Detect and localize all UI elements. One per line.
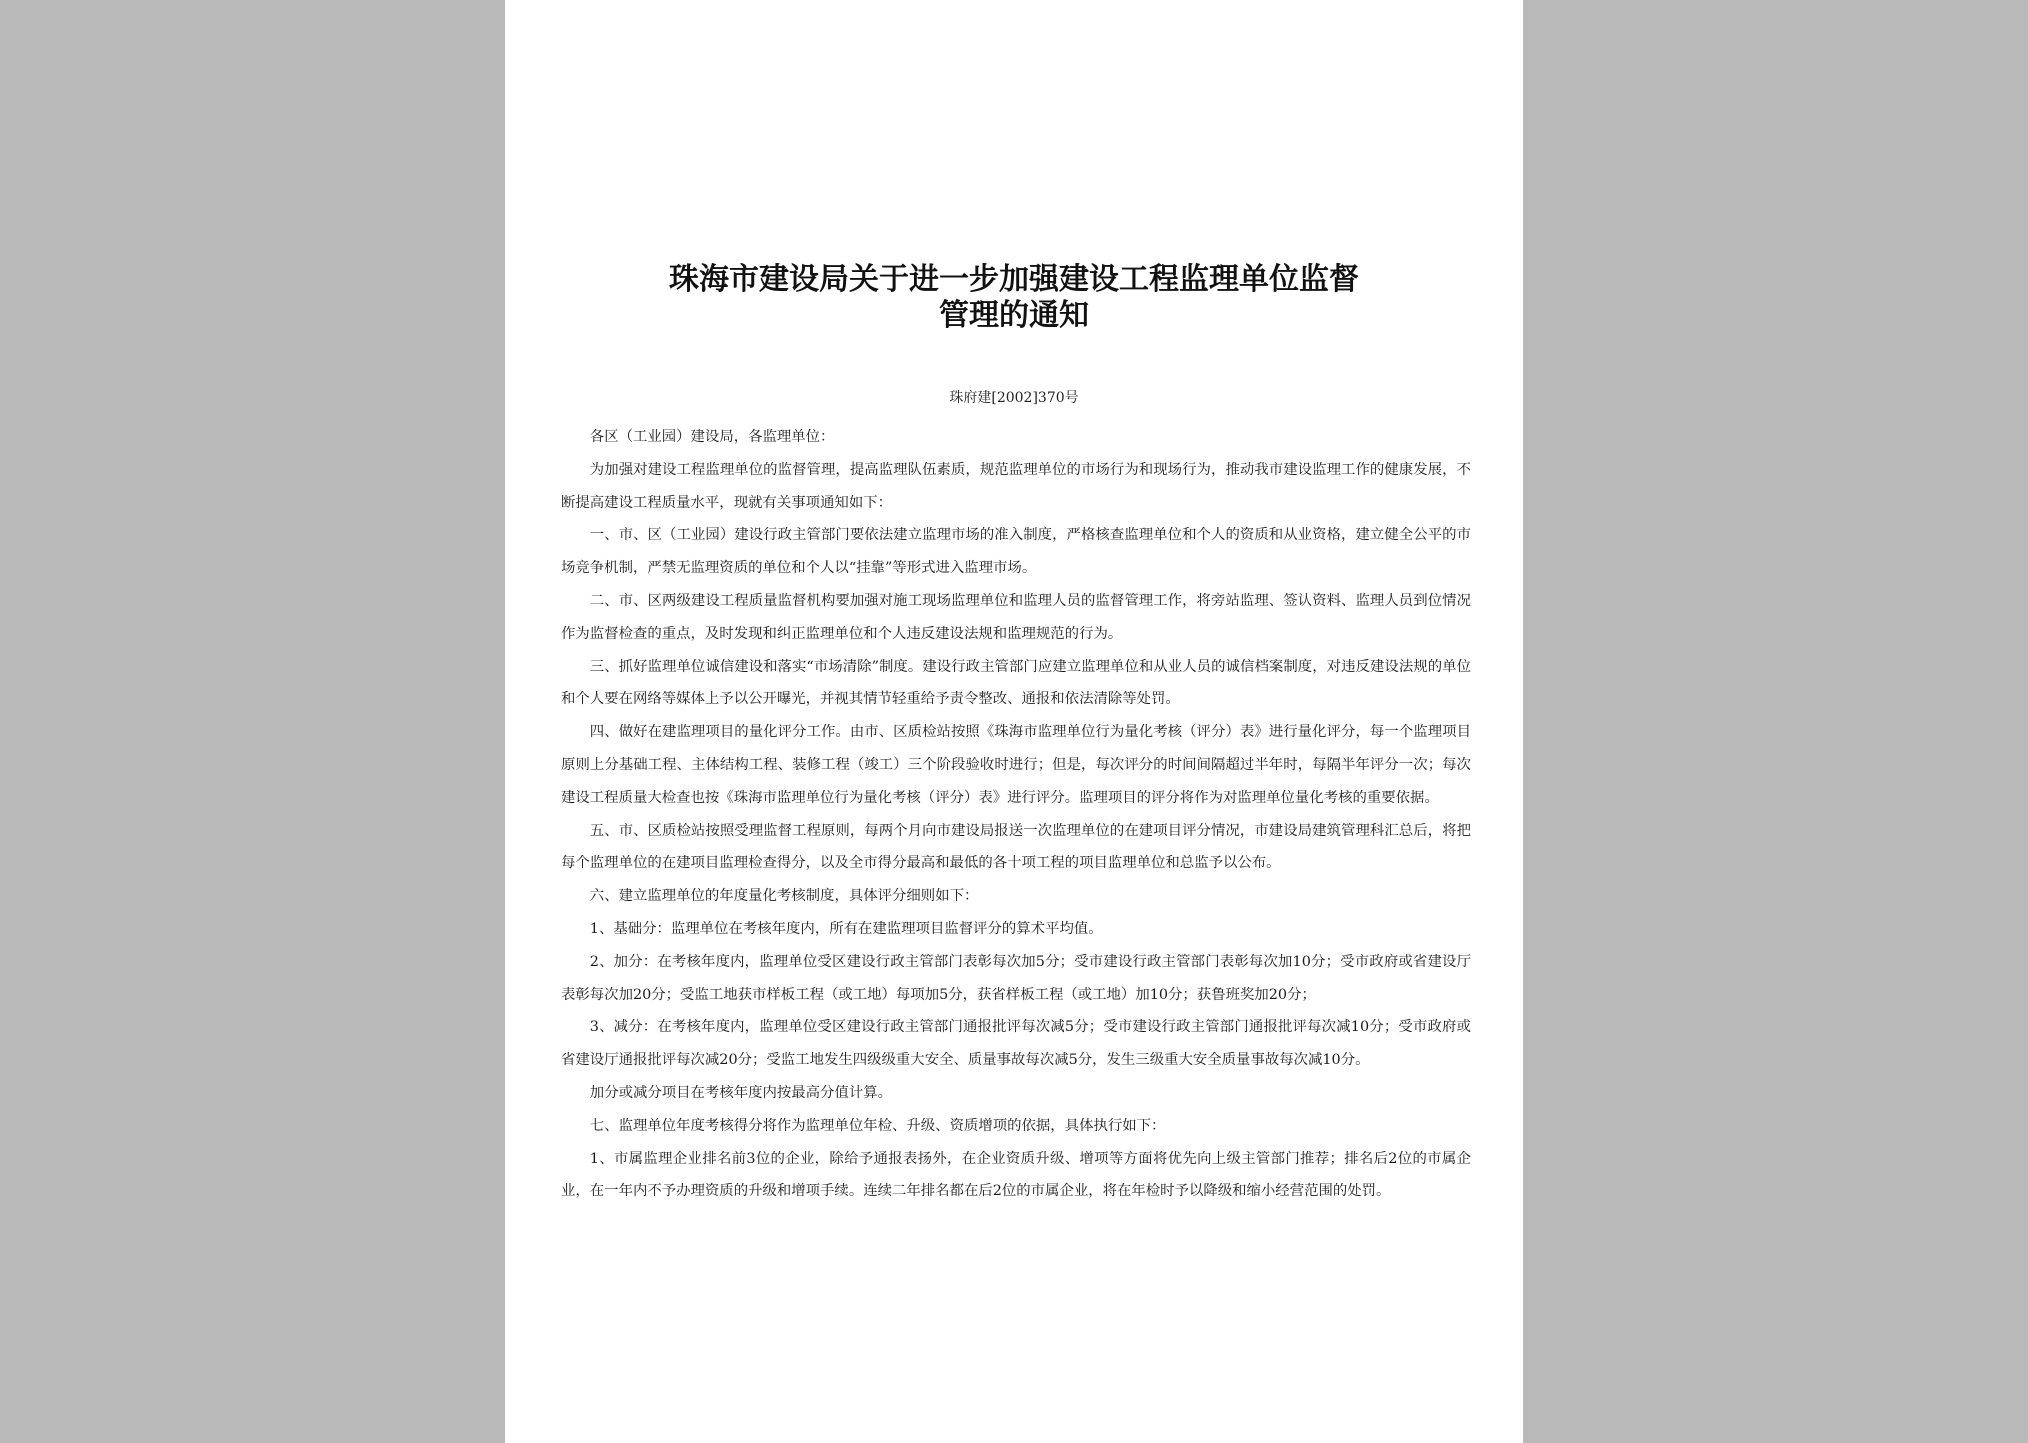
paragraph-item-6-3: 3、减分：在考核年度内，监理单位受区建设行政主管部门通报批评每次减5分；受市建设行政主管部门通报批评每次减10分；受市政府或省建设厅通报批评每次减20分；受监工地发生四级级重大安全、质量事故每次减5分，发生三级重大安全质量事故每次减10分。: [561, 1019, 1471, 1069]
paragraph-item-5: 五、市、区质检站按照受理监督工程原则，每两个月向市建设局报送一次监理单位的在建项目评分情况，市建设局建筑管理科汇总后，将把每个监理单位的在建项目监理检查得分，以及全市得分最高和最低的各十项工程的项目监理单位和总监予以公布。: [561, 822, 1471, 872]
document-title: [505, 262, 1523, 334]
paragraph-item-4: 四、做好在建监理项目的量化评分工作。由市、区质检站按照《珠海市监理单位行为量化考核（评分）表》进行量化评分，每一个监理项目原则上分基础工程、主体结构工程、装修工程（竣工）三个阶段验收时进行；但是，每次评分的时间间隔超过半年时，每隔半年评分一次；每次建设工程质量大检查也按《珠海市监理单位行为量化考核（评分）表》进行评分。监理项目的评分将作为对监理单位量化考核的重要依据。: [561, 724, 1471, 806]
paragraph-item-6-2: 2、加分：在考核年度内，监理单位受区建设行政主管部门表彰每次加5分；受市建设行政主管部门表彰每次加10分；受市政府或省建设厅表彰每次加20分；受监工地获市样板工程（或工地）每项加5分，获省样板工程（或工地）加10分；获鲁班奖加20分；: [561, 953, 1471, 1003]
document-page: [505, 0, 1523, 1443]
paragraph-item-6-note: 加分或减分项目在考核年度内按最高分值计算。: [589, 1084, 893, 1101]
document-title-line-2: 管理的通知: [939, 298, 1089, 333]
document-body: [561, 421, 1471, 1208]
document-number: 珠府建[2002]370号: [949, 390, 1079, 406]
document-title-line-1: 珠海市建设局关于进一步加强建设工程监理单位监督: [669, 262, 1359, 297]
paragraph-item-7: 七、监理单位年度考核得分将作为监理单位年检、升级、资质增项的依据，具体执行如下：: [589, 1117, 1166, 1134]
paragraph-item-7-1: 1、市属监理企业排名前3位的企业，除给予通报表扬外，在企业资质升级、增项等方面将优先向上级主管部门推荐；排名后2位的市属企业，在一年内不予办理资质的升级和增项手续。连续二年排名都在后2位的市属企业，将在年检时予以降级和缩小经营范围的处罚。: [561, 1150, 1471, 1200]
paragraph-item-3: 三、抓好监理单位诚信建设和落实“市场清除”制度。建设行政主管部门应建立监理单位和从业人员的诚信档案制度，对违反建设法规的单位和个人要在网络等媒体上予以公开曝光，并视其情节轻重给予责令整改、通报和依法清除等处罚。: [561, 658, 1471, 708]
paragraph-item-1: 一、市、区（工业园）建设行政主管部门要依法建立监理市场的准入制度，严格核查监理单位和个人的资质和从业资格，建立健全公平的市场竞争机制，严禁无监理资质的单位和个人以“挂靠”等形式进入监理市场。: [561, 527, 1471, 577]
paragraph-item-2: 二、市、区两级建设工程质量监督机构要加强对施工现场监理单位和监理人员的监督管理工作，将旁站监理、签认资料、监理人员到位情况作为监督检查的重点，及时发现和纠正监理单位和个人违反建设法规和监理规范的行为。: [561, 592, 1471, 642]
salutation: 各区（工业园）建设局，各监理单位：: [589, 429, 835, 445]
paragraph-intro: 为加强对建设工程监理单位的监督管理，提高监理队伍素质，规范监理单位的市场行为和现场行为，推动我市建设监理工作的健康发展，不断提高建设工程质量水平，现就有关事项通知如下：: [561, 461, 1471, 511]
paragraph-item-6: 六、建立监理单位的年度量化考核制度，具体评分细则如下：: [589, 888, 979, 905]
paragraph-item-6-1: 1、基础分：监理单位在考核年度内，所有在建监理项目监督评分的算术平均值。: [589, 920, 1103, 937]
